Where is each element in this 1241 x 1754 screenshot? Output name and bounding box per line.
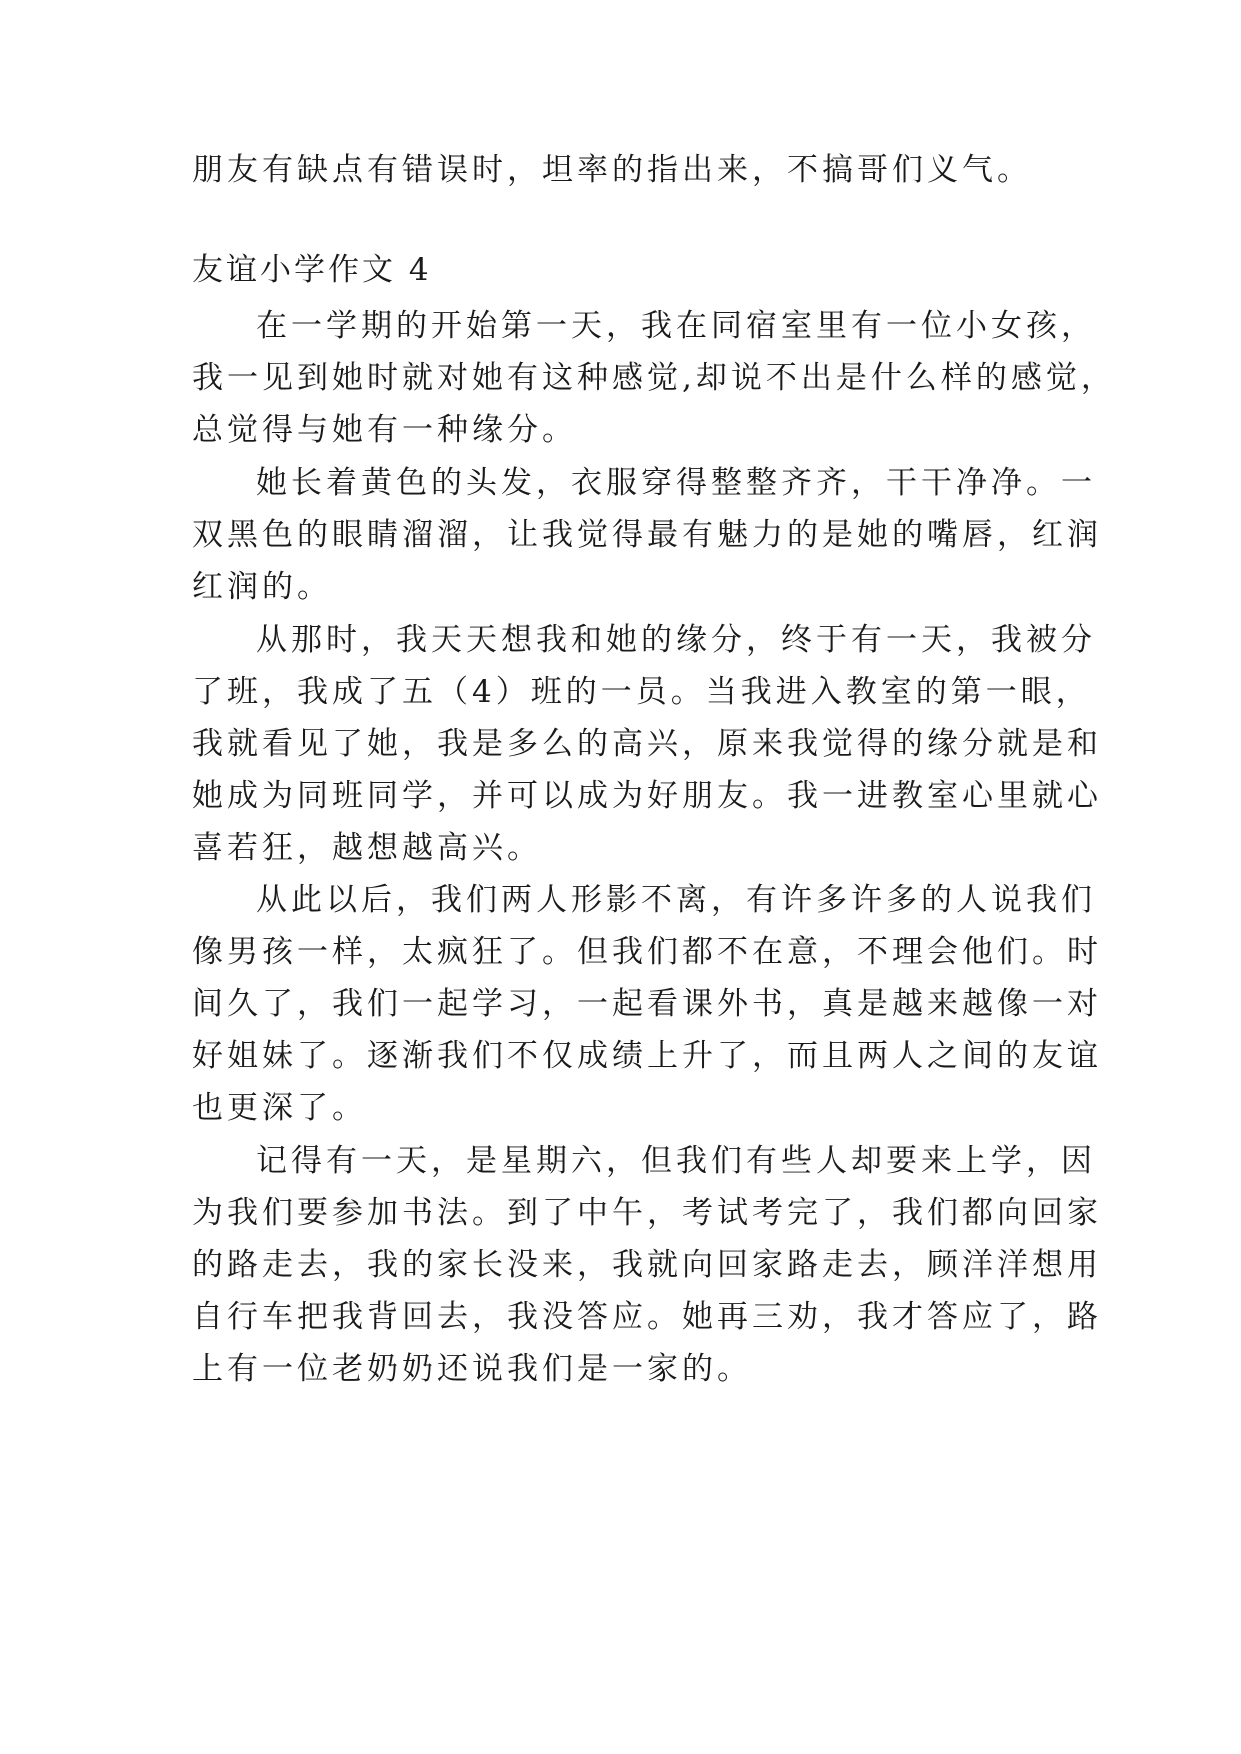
paragraph-line: 也更深了。: [192, 1090, 367, 1126]
paragraph-line: 总觉得与她有一种缘分。: [192, 412, 577, 448]
paragraph-line: 双黑色的眼睛溜溜，让我觉得最有魅力的是她的嘴唇，红润: [192, 517, 1102, 553]
paragraph-line: 像男孩一样，太疯狂了。但我们都不在意，不理会他们。时: [192, 934, 1102, 970]
paragraph-line: 她成为同班同学，并可以成为好朋友。我一进教室心里就心: [192, 778, 1102, 814]
paragraph-line: 她长着黄色的头发，衣服穿得整整齐齐，干干净净。一: [256, 465, 1096, 501]
paragraph-line: 好姐妹了。逐渐我们不仅成绩上升了，而且两人之间的友谊: [192, 1038, 1102, 1074]
paragraph-line: 我一见到她时就对她有这种感觉,却说不出是什么样的感觉，: [192, 360, 1116, 396]
paragraph-line: 为我们要参加书法。到了中午，考试考完了，我们都向回家: [192, 1195, 1102, 1231]
carryover-line: 朋友有缺点有错误时，坦率的指出来，不搞哥们义气。: [192, 152, 1032, 188]
essay-heading: 友谊小学作文 4: [192, 252, 432, 288]
document-page: [192, 0, 1116, 1754]
paragraph-line: 上有一位老奶奶还说我们是一家的。: [192, 1351, 752, 1387]
paragraph-line: 自行车把我背回去，我没答应。她再三劝，我才答应了，路: [192, 1299, 1102, 1335]
paragraph-line: 喜若狂，越想越高兴。: [192, 830, 542, 866]
paragraph-line: 从那时，我天天想我和她的缘分，终于有一天，我被分: [256, 622, 1096, 658]
paragraph-line: 从此以后，我们两人形影不离，有许多许多的人说我们: [256, 882, 1096, 918]
paragraph-line: 记得有一天，是星期六，但我们有些人却要来上学，因: [256, 1143, 1096, 1179]
paragraph-line: 我就看见了她，我是多么的高兴，原来我觉得的缘分就是和: [192, 726, 1102, 762]
paragraph-line: 的路走去，我的家长没来，我就向回家路走去，顾洋洋想用: [192, 1247, 1102, 1283]
paragraph-line: 间久了，我们一起学习，一起看课外书，真是越来越像一对: [192, 986, 1102, 1022]
paragraph-line: 红润的。: [192, 569, 332, 605]
paragraph-line: 了班，我成了五（4）班的一员。当我进入教室的第一眼，: [192, 674, 1091, 710]
paragraph-line: 在一学期的开始第一天，我在同宿室里有一位小女孩，: [256, 308, 1096, 344]
